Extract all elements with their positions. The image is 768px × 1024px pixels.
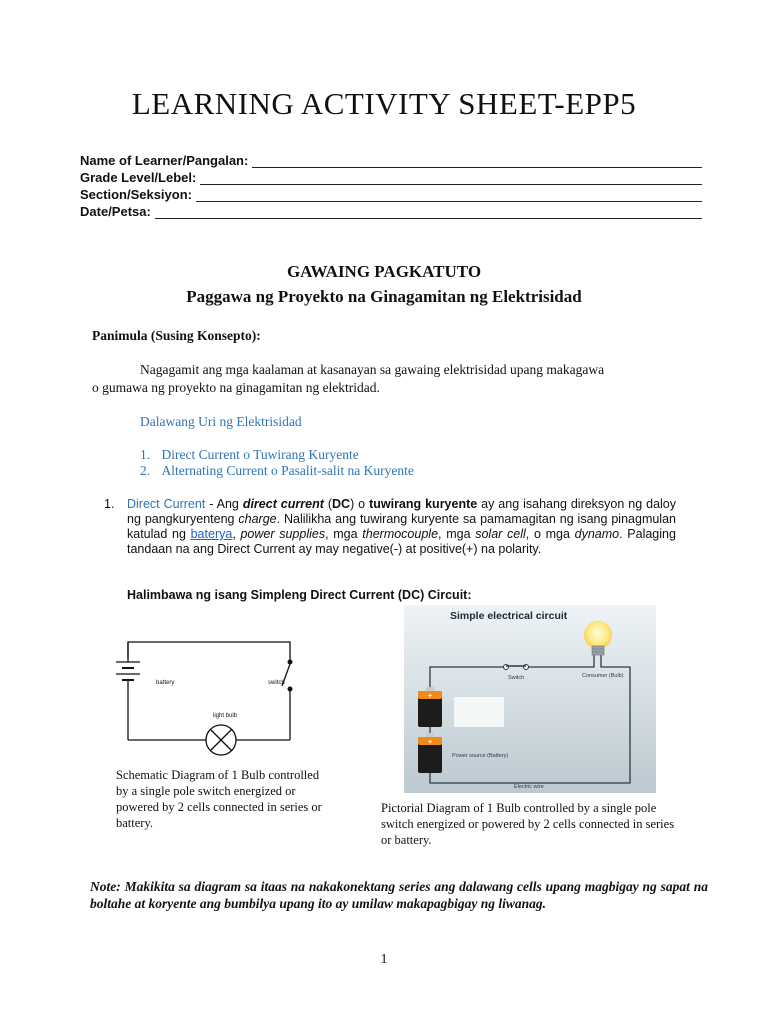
intro-line-1: Nagagamit ang mga kaalaman at kasanayan sa gawaing elektrisidad upang makagawa bbox=[140, 362, 605, 377]
grade-line bbox=[200, 172, 702, 185]
activity-heading: GAWAING PAGKATUTO bbox=[286, 262, 482, 281]
example-heading: Halimbawa ng isang Simpleng Direct Current (DC) Circuit: bbox=[127, 588, 472, 602]
dc-number: 1. bbox=[104, 497, 115, 511]
battery-label: battery bbox=[156, 680, 175, 686]
page-number: 1 bbox=[380, 952, 388, 967]
bulb-label: light bulb bbox=[213, 713, 238, 719]
power-source-label: Power source (Battery) bbox=[452, 753, 509, 759]
types-item-2-text: Alternating Current o Pasalit-salit na Kuryente bbox=[161, 463, 414, 478]
switch-label: switch bbox=[268, 680, 285, 686]
electric-wire-label: Electric wire bbox=[514, 784, 544, 790]
placeholder-panel bbox=[454, 697, 504, 727]
dc-paragraph: Direct Current - Ang direct current (DC) o tuwirang kuryente ay ang isahang direksyon ng daloy ng pangkuryenteng charge. Nalilikha ang tuwirang kuryente sa pamamagitan ng isang pinagmulan katulad ng baterya, power supplies, mga thermocouple, mga solar cell, o mga dynamo. Palaging tandaan na ang Direct Current ay may negative(-) at positive(+) na polarity. bbox=[127, 497, 677, 556]
grade-label: Grade Level/Lebel: bbox=[80, 170, 197, 185]
bulb-icon bbox=[584, 621, 612, 649]
types-heading: Dalawang Uri ng Elektrisidad bbox=[140, 414, 302, 429]
types-item-1 bbox=[140, 447, 359, 463]
pictorial-title: Simple electrical circuit bbox=[450, 610, 568, 622]
date-field[interactable] bbox=[80, 202, 702, 219]
battery-icon-1 bbox=[418, 687, 442, 727]
date-label: Date/Petsa: bbox=[80, 204, 151, 219]
intro-line-2: o gumawa ng proyekto na ginagamitan ng elektridad. bbox=[92, 380, 380, 395]
pictorial-diagram bbox=[404, 605, 656, 793]
name-line bbox=[252, 155, 702, 168]
note-paragraph: Note: Makikita sa diagram sa itaas na nakakonektang series ang dalawang cells upang magbigay ng sapat na boltahe at koryente ang bumbilya upang ito ay umilaw makapagbigay ng liwanag. bbox=[90, 879, 708, 911]
intro-label: Panimula (Susing Konsepto): bbox=[92, 328, 261, 343]
page-title: LEARNING ACTIVITY SHEET-EPP5 bbox=[131, 86, 637, 121]
pictorial-caption: Pictorial Diagram of 1 Bulb controlled by a single pole switch energized or powered by 2 cells connected in series or battery. bbox=[381, 801, 675, 847]
types-item-2-num: 2. bbox=[140, 463, 151, 478]
svg-text:+: + bbox=[427, 739, 433, 746]
svg-text:+: + bbox=[427, 693, 433, 700]
section-line bbox=[196, 189, 702, 202]
schematic-caption: Schematic Diagram of 1 Bulb controlled by a single pole switch energized or powered by 2 cells connected in series or battery. bbox=[116, 768, 322, 830]
types-item-1-num: 1. bbox=[140, 447, 151, 462]
section-field[interactable] bbox=[80, 185, 702, 202]
grade-field[interactable] bbox=[80, 168, 702, 185]
types-item-2 bbox=[140, 463, 414, 479]
battery-icon-2 bbox=[418, 733, 442, 773]
baterya-link[interactable]: baterya bbox=[190, 527, 233, 541]
name-label: Name of Learner/Pangalan: bbox=[80, 153, 249, 168]
dc-term: Direct Current bbox=[127, 497, 206, 511]
activity-subheading: Paggawa ng Proyekto na Ginagamitan ng Elektrisidad bbox=[186, 287, 582, 306]
types-item-1-text: Direct Current o Tuwirang Kuryente bbox=[161, 447, 359, 462]
name-field[interactable] bbox=[80, 151, 702, 168]
section-label: Section/Seksiyon: bbox=[80, 187, 192, 202]
date-line bbox=[155, 206, 702, 219]
consumer-label: Consumer (Bulb) bbox=[582, 673, 624, 679]
schematic-diagram bbox=[110, 620, 320, 765]
pictorial-switch-label: Switch bbox=[508, 675, 525, 681]
